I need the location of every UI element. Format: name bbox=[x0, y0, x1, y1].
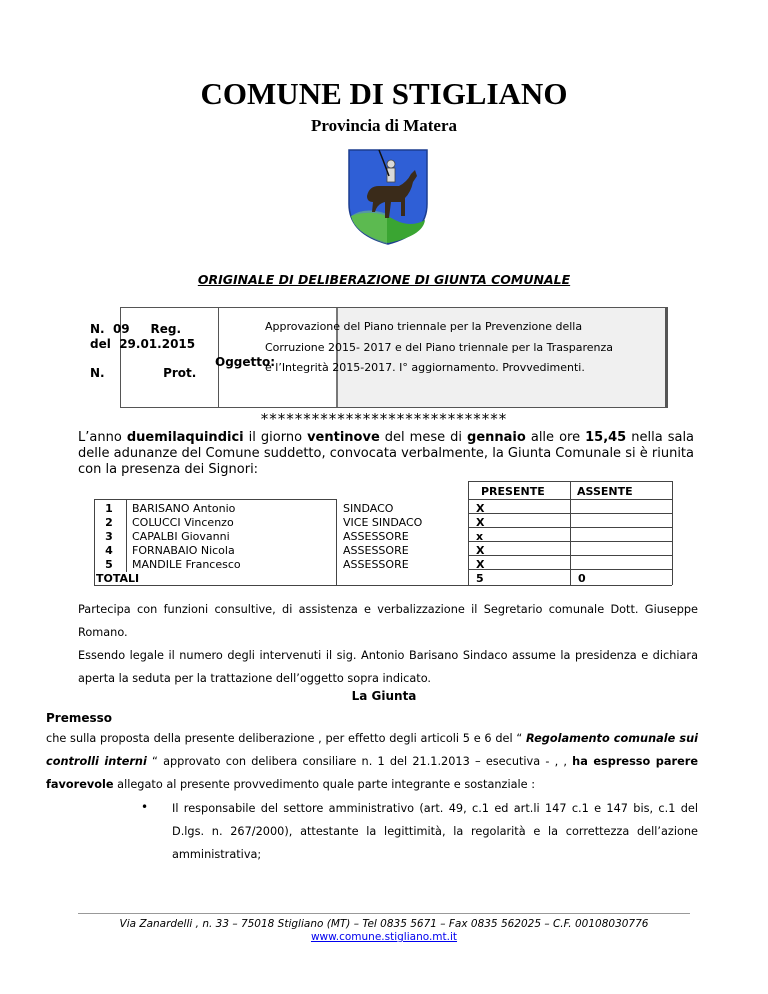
subject-line-3: e l’Integrità 2015-2017. I° aggiornamento. Provvedimenti. bbox=[265, 361, 585, 374]
prot-number: N. Prot. bbox=[90, 366, 197, 380]
subject-line-2: Corruzione 2015- 2017 e del Piano triennale per la Trasparenza bbox=[265, 341, 614, 354]
bullet-text: Il responsabile del settore amministrativo (art. 49, c.1 ed art.li 147 c.1 e 147 bis, c.1 del D.lgs. n. 267/2000), attestante la legittimità, la regolarità e la correttezza dell’azione amministrativa; bbox=[172, 802, 698, 861]
subject-line-1: Approvazione del Piano triennale per la Prevenzione della bbox=[265, 320, 583, 333]
footer-address: Via Zanardelli , n. 33 – 75018 Stigliano (MT) – Tel 0835 5671 – Fax 0835 562025 – C.F. 00108030776 bbox=[119, 918, 649, 930]
coat-of-arms-logo bbox=[345, 146, 431, 246]
footer-website-link[interactable]: www.comune.stigliano.mt.it bbox=[310, 931, 458, 943]
page-title: COMUNE DI STIGLIANO bbox=[200, 76, 568, 111]
paragraph-premesso: che sulla proposta della presente deliberazione , per effetto degli articoli 5 e 6 del “ Regolamento comunale sui controlli interni “ approvato con delibera consiliare n. 1 del 21.1.2013 – esecutiva - , , ha espresso parere favorevole allegato al presente provvedimento quale parte integrante e sostanziale : bbox=[46, 732, 698, 791]
document-heading: ORIGINALE DI DELIBERAZIONE DI GIUNTA COMUNALE bbox=[197, 272, 571, 287]
intro-paragraph: L’anno duemilaquindici il giorno ventinove del mese di gennaio alle ore 15,45 nella sala delle adunanze del Comune suddetto, convocata verbalmente, la Giunta Comunale si è riunita con la presenza dei Signori: bbox=[78, 430, 695, 477]
paragraph-presidency: Essendo legale il numero degli intervenuti il sig. Antonio Barisano Sindaco assume la presidenza e dichiara aperta la seduta per la trattazione dell’oggetto sopra indicato. bbox=[78, 649, 698, 685]
reg-number: N. 09 Reg. bbox=[90, 322, 182, 336]
footer-divider bbox=[78, 913, 690, 914]
bullet-dot: • bbox=[141, 800, 149, 814]
separator-stars: ***************************** bbox=[260, 410, 508, 428]
col-present-header: PRESENTE bbox=[481, 485, 545, 498]
section-la-giunta: La Giunta bbox=[351, 689, 417, 703]
oggetto-label: Oggetto: bbox=[215, 355, 276, 369]
reg-date: del 29.01.2015 bbox=[90, 337, 196, 351]
paragraph-secretary: Partecipa con funzioni consultive, di assistenza e verbalizzazione il Segretario comunale Dott. Giuseppe Romano. bbox=[78, 603, 698, 639]
section-premesso: Premesso bbox=[46, 711, 113, 725]
page-subtitle: Provincia di Matera bbox=[310, 116, 458, 135]
col-absent-header: ASSENTE bbox=[577, 485, 633, 498]
